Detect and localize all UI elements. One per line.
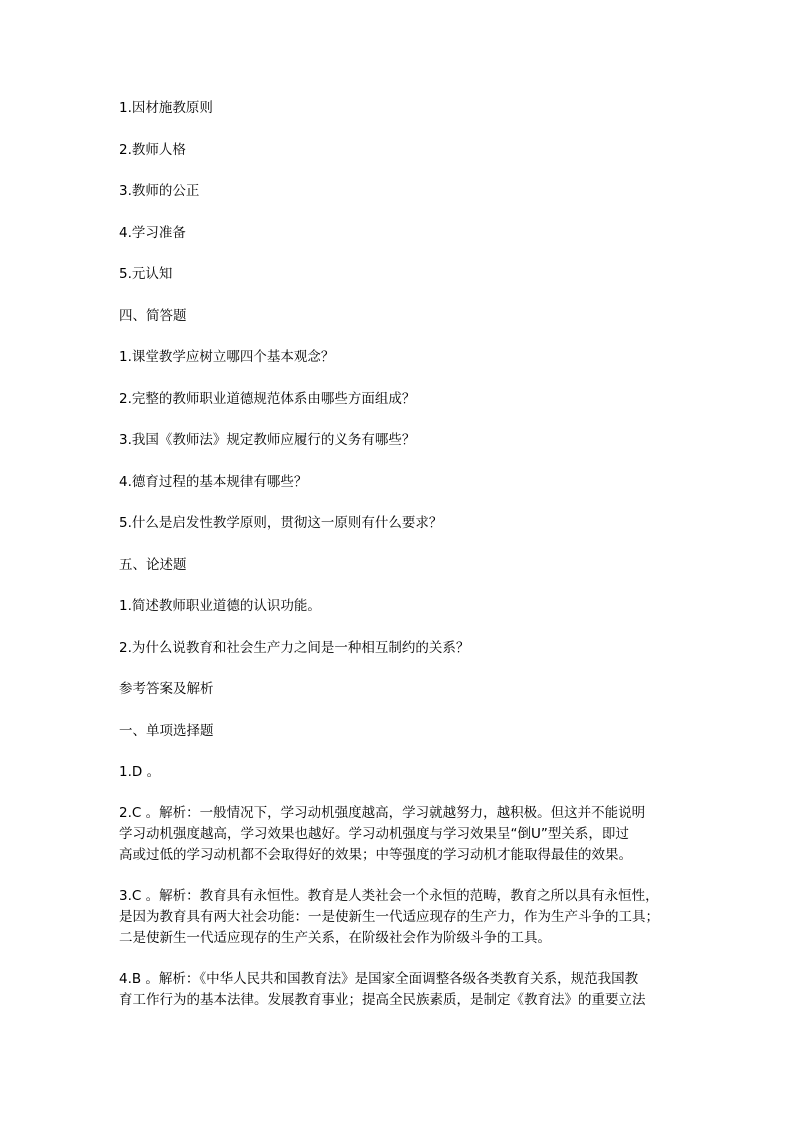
term-item: 2.教师人格 <box>119 142 186 158</box>
answer-item <box>119 969 679 1011</box>
answer-line: 4.B 。解析：《中华人民共和国教育法》是国家全面调整各级各类教育关系，规范我国教 <box>119 971 639 987</box>
term-item: 1.因材施教原则 <box>119 100 213 116</box>
term-item: 4.学习准备 <box>119 225 186 241</box>
question-item: 1.课堂教学应树立哪四个基本观念？ <box>119 349 335 365</box>
question-item: 1.简述教师职业道德的认识功能。 <box>119 598 321 614</box>
term-item: 5.元认知 <box>119 266 173 282</box>
answer-item: 1.D 。 <box>119 764 161 780</box>
section-heading-essay: 五、论述题 <box>119 557 187 573</box>
answer-line: 高或过低的学习动机都不会取得好的效果；中等强度的学习动机才能取得最佳的效果。 <box>119 847 632 863</box>
answer-item <box>119 886 679 949</box>
term-item: 3.教师的公正 <box>119 183 200 199</box>
answer-line: 2.C 。解析：一般情况下，学习动机强度越高，学习就越努力，越积极。但这并不能说明 <box>119 805 646 821</box>
answer-item <box>119 803 679 866</box>
answer-line: 二是使新生一代适应现存的生产关系，在阶级社会作为阶级斗争的工具。 <box>119 930 551 946</box>
answer-line: 育工作行为的基本法律。发展教育事业；提高全民族素质，是制定《教育法》的重要立法 <box>119 992 646 1008</box>
question-item: 5.什么是启发性教学原则，贯彻这一原则有什么要求？ <box>119 515 443 531</box>
answers-heading: 参考答案及解析 <box>119 681 214 697</box>
answer-line: 是因为教育具有两大社会功能：一是使新生一代适应现存的生产力，作为生产斗争的工具； <box>119 909 659 925</box>
question-item: 2.完整的教师职业道德规范体系由哪些方面组成？ <box>119 391 416 407</box>
answer-line: 3.C 。解析：教育具有永恒性。教育是人类社会一个永恒的范畴，教育之所以具有永恒性， <box>119 888 659 904</box>
question-item: 4.德育过程的基本规律有哪些？ <box>119 474 308 490</box>
answers-section-heading: 一、单项选择题 <box>119 723 214 739</box>
answer-line: 学习动机强度越高，学习效果也越好。学习动机强度与学习效果呈“倒U”型关系，即过 <box>119 826 629 842</box>
section-heading-short-answer: 四、简答题 <box>119 308 187 324</box>
question-item: 3.我国《教师法》规定教师应履行的义务有哪些？ <box>119 432 416 448</box>
question-item: 2.为什么说教育和社会生产力之间是一种相互制约的关系？ <box>119 640 470 656</box>
